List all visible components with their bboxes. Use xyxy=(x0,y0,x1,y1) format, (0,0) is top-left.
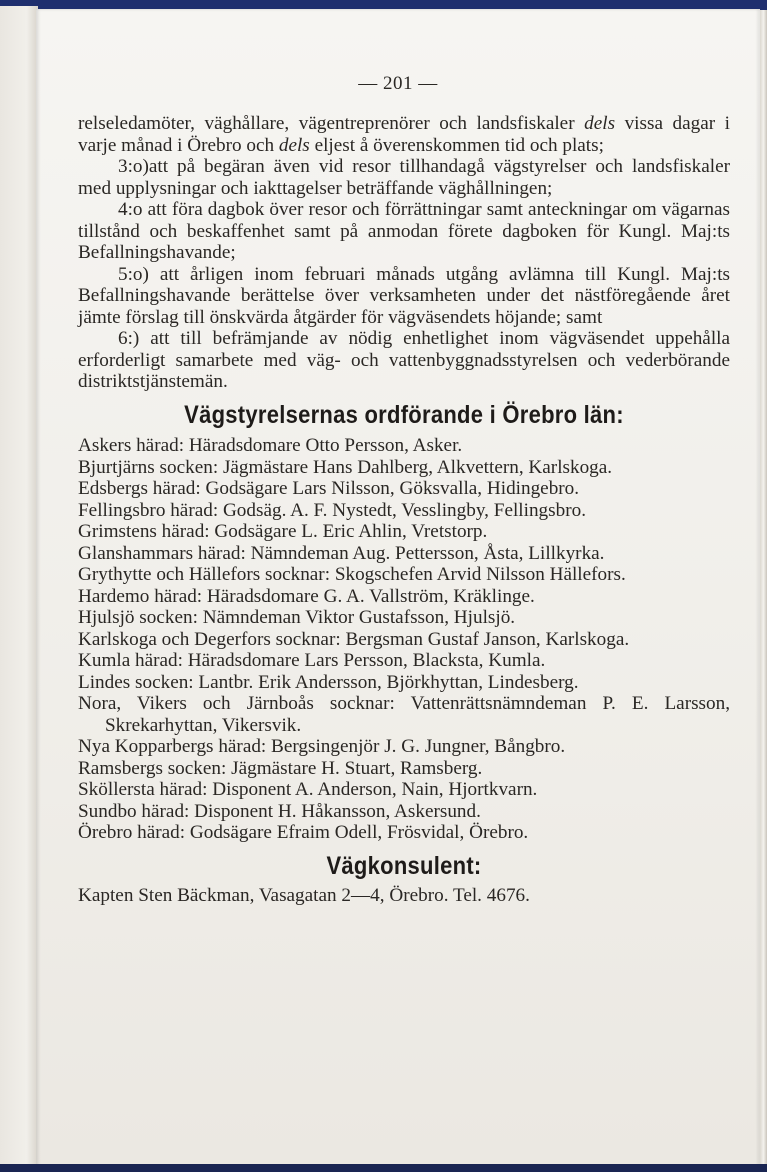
list-item: Hjulsjö socken: Nämndeman Viktor Gustafsson, Hjulsjö. xyxy=(78,607,516,628)
text-segment: relseledamöter, väghållare, vägentreprenörer och landsfiskaler xyxy=(78,113,585,134)
intro-paragraph-2: 3:o)att på begäran även vid resor tillhandagå vägstyrelser och landsfiskaler med upplysningar och iakttagelser beträffande väghållningen; xyxy=(78,156,730,199)
list-item: Fellingsbro härad: Godsäg. A. F. Nystedt, Vesslingby, Fellingsbro. xyxy=(78,499,586,521)
list-item: Kumla härad: Häradsdomare Lars Persson, Blacksta, Kumla. xyxy=(78,650,546,671)
page-number: — 201 — xyxy=(358,73,438,94)
italic-segment: dels xyxy=(584,113,616,134)
list-item: Bjurtjärns socken: Jägmästare Hans Dahlberg, Alkvettern, Karlskoga. xyxy=(78,456,613,478)
consultant-info: Kapten Sten Bäckman, Vasagatan 2—4, Örebro. Tel. 4676. xyxy=(78,885,530,906)
text-segment: vissa dagar i varje månad i Örebro och xyxy=(78,113,730,156)
page-right-edge xyxy=(760,10,767,1166)
intro-paragraph-5: 6:) att till befrämjande av nödig enhetlighet inom vägväsendet uppehålla erforderligt samarbete med väg- och vattenbyggnadsstyrelsen och vederbörande distriktstjänstemän. xyxy=(78,328,730,392)
previous-page-edge xyxy=(0,6,38,1166)
italic-segment: dels xyxy=(278,134,310,156)
list-item: Grimstens härad: Godsägare L. Eric Ahlin, Vretstorp. xyxy=(78,521,488,542)
list-item: Ramsbergs socken: Jägmästare H. Stuart, Ramsberg. xyxy=(78,757,483,779)
list-item: Askers härad: Häradsdomare Otto Persson, Asker. xyxy=(78,435,463,456)
section-heading-consultant: Vägkonsulent: xyxy=(326,851,482,880)
list-item: Örebro härad: Godsägare Efraim Odell, Frösvidal, Örebro. xyxy=(78,822,529,843)
list-item: Grythytte och Hällefors socknar: Skogschefen Arvid Nilsson Hällefors. xyxy=(78,564,626,585)
intro-paragraph-4: 5:o) att årligen inom februari månads utgång avlämna till Kungl. Maj:ts Befallningshavande berättelse över verksamheten under det nästföregående året jämte förslag till önskvärda åtgärder för vägväsendets höjande; samt xyxy=(78,263,730,328)
chairmen-list xyxy=(78,435,730,844)
page-body xyxy=(78,113,730,907)
list-item: Hardemo härad: Häradsdomare G. A. Vallström, Kräklinge. xyxy=(78,585,535,607)
list-item: Sundbo härad: Disponent H. Håkansson, Askersund. xyxy=(78,800,481,822)
list-item: Lindes socken: Lantbr. Erik Andersson, Björkhyttan, Lindesberg. xyxy=(78,671,579,693)
list-item: Sköllersta härad: Disponent A. Anderson, Nain, Hjortkvarn. xyxy=(78,779,538,800)
section-heading-chairmen: Vägstyrelsernas ordförande i Örebro län: xyxy=(184,400,624,429)
intro-paragraph-3: 4:o att föra dagbok över resor och förrättningar samt anteckningar om vägarnas tillstånd och beskaffenhet samt på anmodan förete dagboken för Kungl. Maj:ts Befallningshavande; xyxy=(78,199,730,263)
intro-paragraph-1 xyxy=(78,113,730,156)
list-item: Nya Kopparbergs härad: Bergsingenjör J. G. Jungner, Bångbro. xyxy=(78,736,566,757)
list-item: Karlskoga och Degerfors socknar: Bergsman Gustaf Janson, Karlskoga. xyxy=(78,628,630,650)
text-segment: eljest å överenskommen tid och plats; xyxy=(309,134,604,156)
list-item: Glanshammars härad: Nämndeman Aug. Pettersson, Åsta, Lillkyrka. xyxy=(78,542,605,564)
book-page xyxy=(36,9,760,1167)
list-item: Nora, Vikers och Järnboås socknar: Vattenrättsnämndeman P. E. Larsson, Skrekarhyttan, Vikersvik. xyxy=(78,693,730,736)
list-item: Edsbergs härad: Godsägare Lars Nilsson, Göksvalla, Hidingebro. xyxy=(78,478,580,499)
book-cover-bottom xyxy=(0,1164,767,1172)
